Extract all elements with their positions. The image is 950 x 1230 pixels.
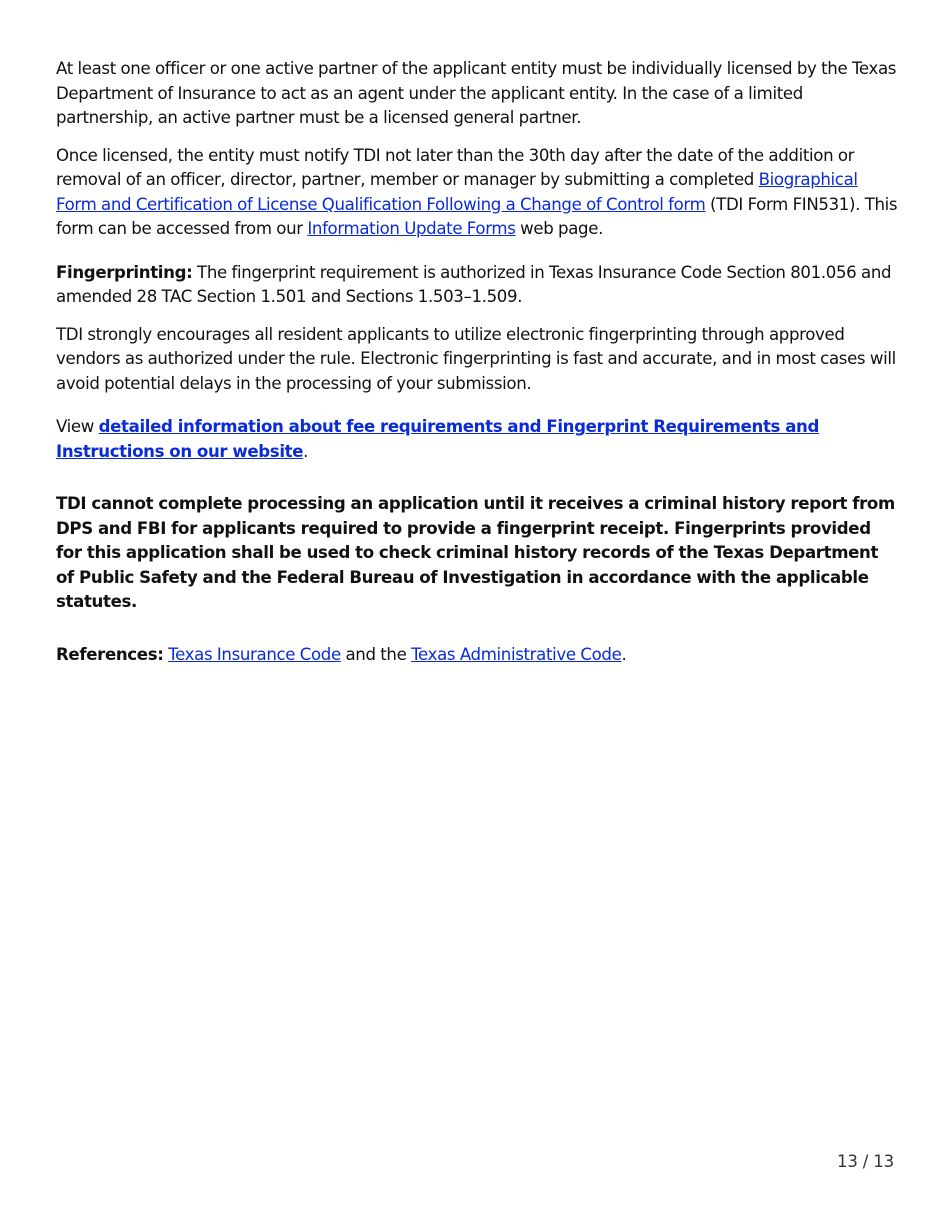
view-prefix: View [56, 417, 99, 436]
paragraph-criminal-history-warning: TDI cannot complete processing an application until it receives a criminal history report from DPS and FBI for applicants required to provide a fingerprint receipt. Fingerprints provided for this application shall be used to check criminal history records of the Texas Department of Public Safety and the Federal Bureau of Investigation in accordance with the applicable statutes. [56, 494, 895, 611]
paragraph-references [56, 643, 898, 668]
biographical-form-link[interactable]: Biographical Form and Certification of License Qualification Following a Change of Control form [56, 170, 858, 214]
paragraph-view-details [56, 415, 898, 464]
fingerprinting-label: Fingerprinting: [56, 262, 193, 282]
view-suffix: . [303, 441, 309, 461]
fingerprinting-text: The fingerprint requirement is authorized in Texas Insurance Code Section 801.056 and amended 28 TAC Section 1.501 and Sections 1.503–1.509. [56, 262, 892, 306]
notify-text-before: Once licensed, the entity must notify TDI not later than the 30th day after the date of the addition or removal of an officer, director, partner, member or manager by submitting a completed [56, 145, 855, 189]
page-number: 13 / 13 [837, 1152, 894, 1171]
paragraph-electronic-fingerprinting: TDI strongly encourages all resident applicants to utilize electronic fingerprinting through approved vendors as authorized under the rule. Electronic fingerprinting is fast and accurate, and in most cases will avoid potential delays in the processing of your submission. [56, 324, 896, 393]
notify-text-after: web page. [515, 219, 603, 238]
paragraph-notify-changes [56, 144, 898, 242]
paragraph-fingerprinting [56, 261, 898, 310]
notify-text-middle: (TDI Form FIN531). This form can be accessed from our [56, 194, 898, 238]
references-label: References: [56, 644, 164, 664]
paragraph-officer-requirement: At least one officer or one active partner of the applicant entity must be individually licensed by the Texas Department of Insurance to act as an agent under the applicant entity. In the case of a limited partnership, an active partner must be a licensed general partner. [56, 59, 897, 127]
information-update-forms-link[interactable]: Information Update Forms [307, 219, 516, 238]
texas-administrative-code-link[interactable]: Texas Administrative Code [411, 644, 622, 664]
references-connector: and the [340, 644, 412, 664]
references-suffix: . [621, 644, 627, 664]
fee-fingerprint-details-link[interactable]: detailed information about fee requirements and Fingerprint Requirements and Instructions on our website [56, 417, 820, 461]
document-body [56, 57, 898, 667]
texas-insurance-code-link[interactable]: Texas Insurance Code [168, 644, 341, 664]
